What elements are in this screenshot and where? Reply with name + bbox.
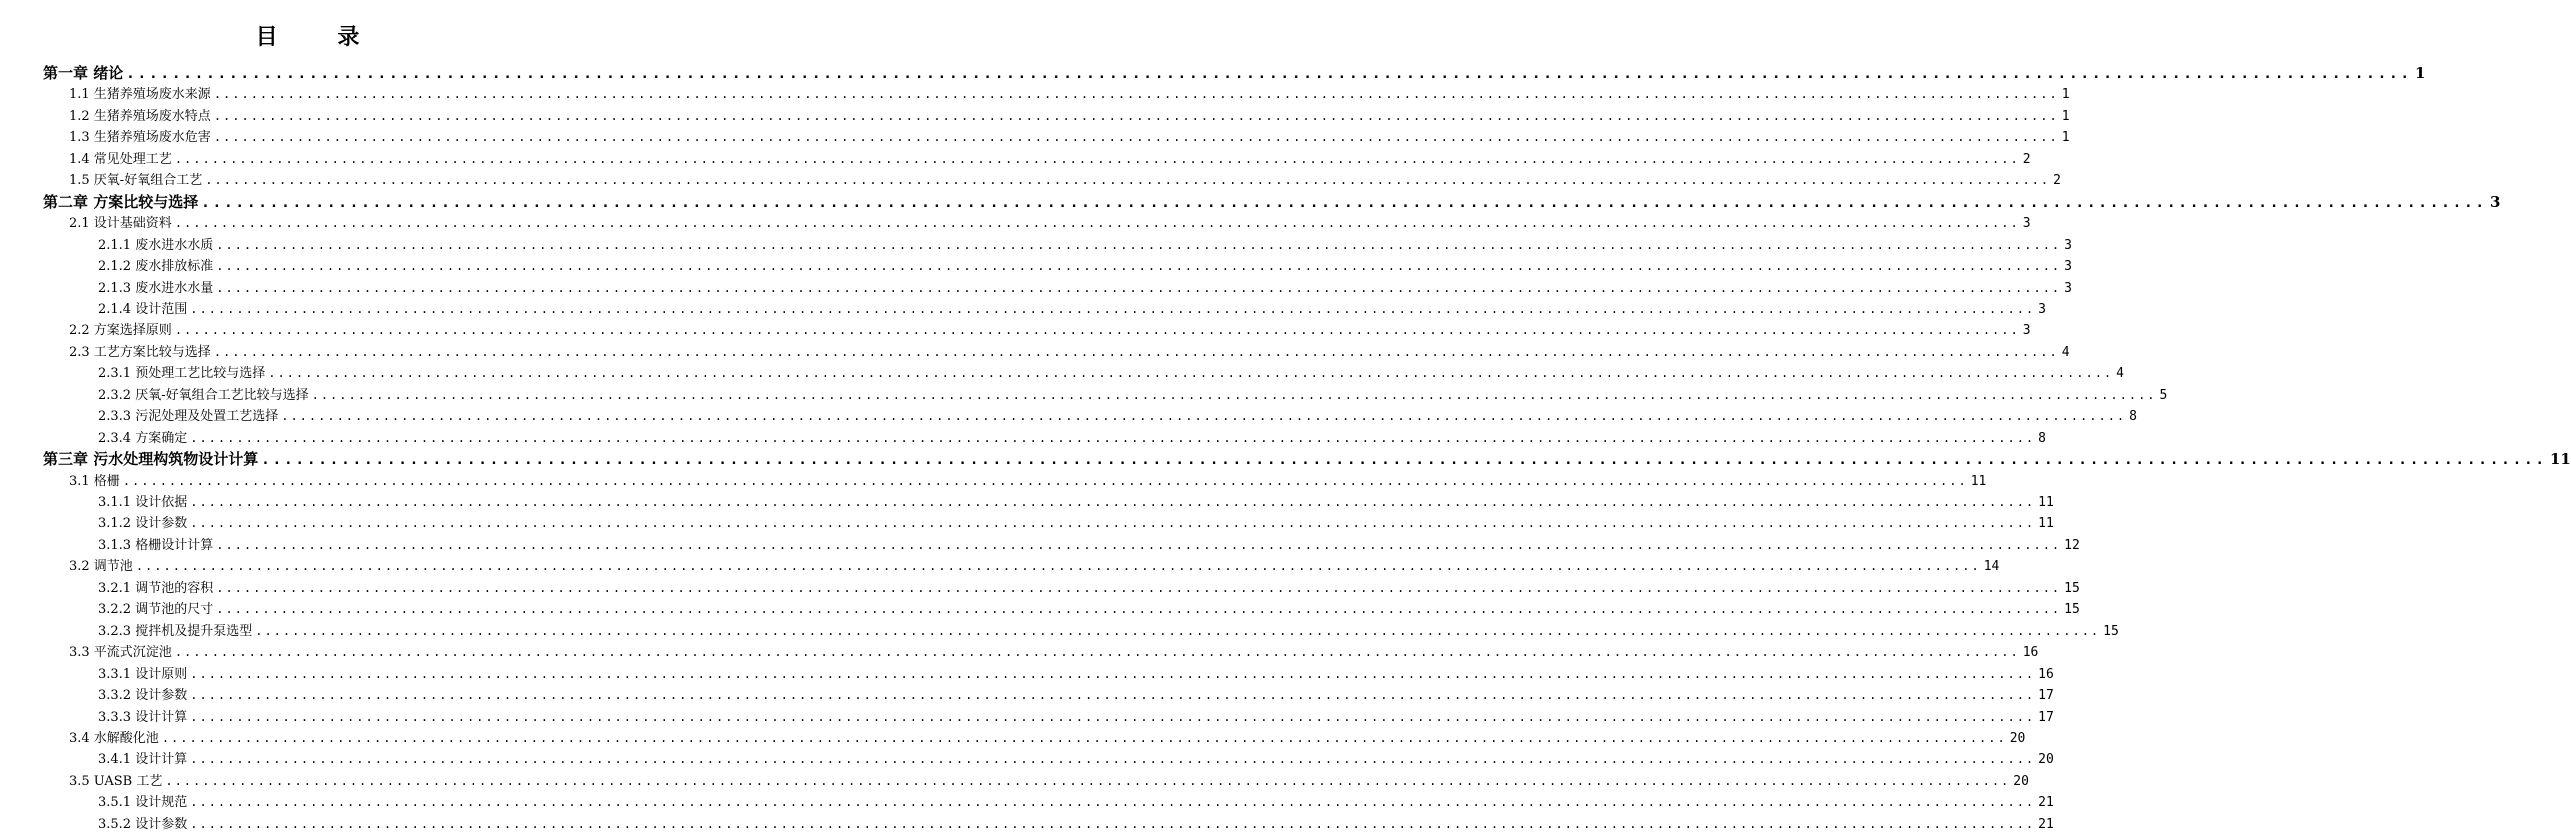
- toc-page-number: 15: [2064, 602, 2080, 618]
- dot-leader: ........................................................................................................................................................................................................: [135, 559, 1981, 574]
- toc-entry-label: 3.1 格栅: [69, 473, 120, 489]
- toc-entry-label: 第一章 绪论: [43, 64, 124, 82]
- toc-entry-row[interactable]: [69, 320, 2031, 341]
- toc-page-number: 3: [2489, 192, 2501, 211]
- toc-entry-row[interactable]: [98, 599, 2080, 620]
- dot-leader: ........................................................................................................................................................................................................: [201, 194, 2487, 211]
- dot-leader: ........................................................................................................................................................................................................: [216, 602, 2062, 617]
- dot-leader: ........................................................................................................................................................................................................: [213, 344, 2059, 359]
- dot-leader: ........................................................................................................................................................................................................: [216, 580, 2062, 595]
- toc-entry-label: 3.2 调节池: [69, 559, 133, 575]
- toc-page-number: 12: [2064, 537, 2080, 553]
- toc-entry-row[interactable]: [98, 406, 2137, 427]
- toc-entry-row[interactable]: [98, 685, 2054, 706]
- dot-leader: ........................................................................................................................................................................................................: [190, 709, 2036, 724]
- dot-leader: ........................................................................................................................................................................................................: [255, 623, 2101, 638]
- toc-entry-row[interactable]: [98, 664, 2054, 685]
- toc-page-number: 20: [2038, 752, 2054, 768]
- toc-entry-label: 2.1.1 废水进水水质: [98, 237, 214, 253]
- toc-entry-row[interactable]: [69, 149, 2031, 170]
- toc-page-number: 1: [2061, 130, 2070, 146]
- dot-leader: ........................................................................................................................................................................................................: [190, 816, 2036, 831]
- toc-entry-label: 3.1.1 设计依据: [98, 495, 188, 510]
- toc-page-number: 3: [2038, 301, 2046, 317]
- toc-page-number: 3: [2022, 323, 2031, 339]
- toc-entry-label: 3.4.1 设计计算: [98, 752, 188, 768]
- toc-entry-row[interactable]: [98, 814, 2054, 835]
- toc-page-number: 20: [2013, 773, 2029, 789]
- toc-page-number: 16: [2038, 666, 2054, 682]
- toc-entry-label: 3.2.1 调节池的容积: [98, 580, 214, 596]
- toc-entry-label: 2.1.3 废水进水水量: [98, 280, 214, 296]
- toc-entry-row[interactable]: [69, 342, 2070, 363]
- dot-leader: ........................................................................................................................................................................................................: [190, 795, 2036, 810]
- dot-leader: ........................................................................................................................................................................................................: [190, 495, 2036, 509]
- toc-page-number: 21: [2038, 795, 2054, 811]
- toc-chapter-row[interactable]: [43, 192, 2501, 213]
- toc-entry-row[interactable]: [69, 84, 2070, 105]
- dot-leader: ........................................................................................................................................................................................................: [268, 366, 2114, 381]
- toc-entry-row[interactable]: [69, 127, 2070, 148]
- toc-page-number: 4: [2116, 366, 2124, 382]
- toc-page-number: 17: [2038, 688, 2054, 704]
- toc-entry-row[interactable]: [98, 578, 2080, 599]
- toc-entry-label: 3.1.3 格栅设计计算: [98, 537, 214, 553]
- dot-leader: ........................................................................................................................................................................................................: [174, 323, 2020, 338]
- toc-entry-row[interactable]: [69, 642, 2039, 663]
- dot-leader: ........................................................................................................................................................................................................: [190, 516, 2036, 531]
- toc-entry-label: 1.2 生猪养殖场废水特点: [69, 108, 211, 124]
- dot-leader: ........................................................................................................................................................................................................: [205, 173, 2051, 188]
- dot-leader: ........................................................................................................................................................................................................: [213, 108, 2059, 123]
- toc-entry-row[interactable]: [98, 428, 2046, 449]
- dot-leader: ........................................................................................................................................................................................................: [161, 730, 2007, 745]
- toc-page-number: 21: [2038, 816, 2054, 832]
- toc-page-number: 14: [1983, 559, 2000, 575]
- toc-entry-row[interactable]: [69, 771, 2029, 792]
- toc-entry-label: 3.3.2 设计参数: [98, 688, 188, 704]
- dot-leader: ........................................................................................................................................................................................................: [261, 452, 2547, 469]
- toc-entry-label: 3.4 水解酸化池: [69, 730, 159, 746]
- toc-entry-label: 2.3 工艺方案比较与选择: [69, 344, 211, 360]
- toc-entry-label: 3.3.1 设计原则: [98, 666, 188, 682]
- toc-entry-row[interactable]: [98, 749, 2054, 770]
- toc-entry-label: 2.2 方案选择原则: [69, 323, 172, 339]
- toc-page-number: 1: [2414, 64, 2426, 82]
- dot-leader: ........................................................................................................................................................................................................: [311, 387, 2157, 402]
- toc-entry-label: 2.1.4 设计范围: [98, 301, 188, 317]
- toc-entry-row[interactable]: [98, 513, 2054, 534]
- toc-entry-row[interactable]: [98, 621, 2119, 642]
- dot-leader: ........................................................................................................................................................................................................: [216, 237, 2062, 252]
- dot-leader: ........................................................................................................................................................................................................: [216, 280, 2062, 295]
- toc-entry-row[interactable]: [98, 385, 2168, 406]
- toc-entry-label: 3.5.2 设计参数: [98, 816, 188, 832]
- toc-entry-label: 2.1.2 废水排放标准: [98, 259, 214, 275]
- toc-entry-label: 第三章 污水处理构筑物设计计算: [43, 450, 259, 469]
- dot-leader: ........................................................................................................................................................................................................: [174, 645, 2020, 660]
- toc-page-number: 3: [2064, 237, 2072, 253]
- toc-page-number: 15: [2064, 580, 2080, 596]
- toc-entry-label: 3.2.3 搅拌机及提升泵选型: [98, 623, 253, 639]
- toc-entry-label: 2.3.2 厌氧-好氧组合工艺比较与选择: [98, 387, 309, 403]
- dot-leader: ........................................................................................................................................................................................................: [213, 87, 2059, 102]
- toc-page-number: 11: [2038, 495, 2054, 510]
- dot-leader: ........................................................................................................................................................................................................: [190, 752, 2036, 767]
- toc-entry-row[interactable]: [98, 278, 2072, 299]
- toc-page-number: 17: [2038, 709, 2054, 725]
- toc-entry-row[interactable]: [69, 170, 2061, 191]
- toc-page-number: 3: [2064, 259, 2072, 275]
- toc-page-number: 8: [2038, 430, 2046, 446]
- toc-entry-label: 3.1.2 设计参数: [98, 516, 188, 532]
- toc-page-number: 20: [2009, 730, 2026, 746]
- toc-entry-row[interactable]: [98, 792, 2054, 813]
- toc-page-number: 2: [2053, 173, 2061, 189]
- toc-entry-label: 3.3 平流式沉淀池: [69, 645, 172, 661]
- dot-leader: ........................................................................................................................................................................................................: [216, 259, 2062, 274]
- toc-entry-row[interactable]: [69, 106, 2070, 127]
- dot-leader: ........................................................................................................................................................................................................: [190, 430, 2036, 445]
- toc-entry-row[interactable]: [98, 535, 2080, 556]
- toc-page-number: 3: [2022, 216, 2031, 232]
- toc-entry-row[interactable]: [98, 299, 2046, 320]
- toc-page-number: 11: [2549, 450, 2571, 469]
- toc-chapter-row[interactable]: [43, 63, 2426, 84]
- toc-entry-label: 1.4 常见处理工艺: [69, 151, 172, 167]
- dot-leader: ........................................................................................................................................................................................................: [122, 473, 1968, 488]
- dot-leader: ........................................................................................................................................................................................................: [190, 301, 2036, 316]
- toc-entry-row[interactable]: [98, 492, 2054, 513]
- toc-page-number: 4: [2061, 344, 2070, 360]
- toc-entry-label: 3.5 UASB 工艺: [69, 773, 163, 789]
- toc-page-number: 16: [2022, 645, 2039, 661]
- dot-leader: ........................................................................................................................................................................................................: [281, 409, 2127, 424]
- toc-entry-label: 第二章 方案比较与选择: [43, 192, 199, 211]
- dot-leader: ........................................................................................................................................................................................................: [174, 216, 2020, 231]
- toc-entry-label: 3.2.2 调节池的尺寸: [98, 602, 214, 618]
- dot-leader: ........................................................................................................................................................................................................: [190, 666, 2036, 681]
- toc-entry-row[interactable]: [69, 471, 1987, 492]
- toc-entry-row[interactable]: [69, 728, 2026, 749]
- dot-leader: ........................................................................................................................................................................................................: [165, 773, 2011, 788]
- dot-leader: ........................................................................................................................................................................................................: [213, 130, 2059, 145]
- toc-entry-label: 3.5.1 设计规范: [98, 795, 188, 811]
- toc-page-number: 15: [2103, 623, 2119, 639]
- toc-entry-row[interactable]: [98, 707, 2054, 728]
- dot-leader: ........................................................................................................................................................................................................: [216, 537, 2062, 552]
- toc-entry-label: 2.3.1 预处理工艺比较与选择: [98, 366, 266, 382]
- toc-entry-row[interactable]: [69, 213, 2031, 234]
- toc-entry-label: 1.1 生猪养殖场废水来源: [69, 87, 211, 103]
- dot-leader: ........................................................................................................................................................................................................: [126, 66, 2412, 82]
- toc-entry-row[interactable]: [98, 235, 2072, 256]
- toc-page-number: 1: [2061, 87, 2070, 103]
- toc-page-number: 2: [2022, 151, 2031, 167]
- toc-page-number: 8: [2129, 409, 2137, 425]
- toc-entry-label: 3.3.3 设计计算: [98, 709, 188, 725]
- dot-leader: ........................................................................................................................................................................................................: [190, 688, 2036, 703]
- toc-entry-label: 2.3.3 污泥处理及处置工艺选择: [98, 409, 279, 425]
- toc-entry-label: 1.3 生猪养殖场废水危害: [69, 130, 211, 146]
- toc-page-number: 1: [2061, 108, 2070, 124]
- toc-entry-label: 2.1 设计基础资料: [69, 216, 172, 232]
- toc-page-number: 11: [1970, 473, 1987, 489]
- toc-entry-row[interactable]: [98, 256, 2072, 277]
- page-title: 目 录: [255, 24, 386, 50]
- toc-entry-label: 2.3.4 方案确定: [98, 430, 188, 446]
- toc-entry-row[interactable]: [69, 556, 2000, 577]
- dot-leader: ........................................................................................................................................................................................................: [174, 151, 2020, 166]
- toc-entry-label: 1.5 厌氧-好氧组合工艺: [69, 173, 203, 189]
- toc-chapter-row[interactable]: [43, 449, 2571, 470]
- toc-page-number: 11: [2038, 516, 2054, 532]
- toc-entry-row[interactable]: [98, 363, 2124, 384]
- toc-page-number: 5: [2159, 387, 2168, 403]
- toc-page-number: 3: [2064, 280, 2072, 296]
